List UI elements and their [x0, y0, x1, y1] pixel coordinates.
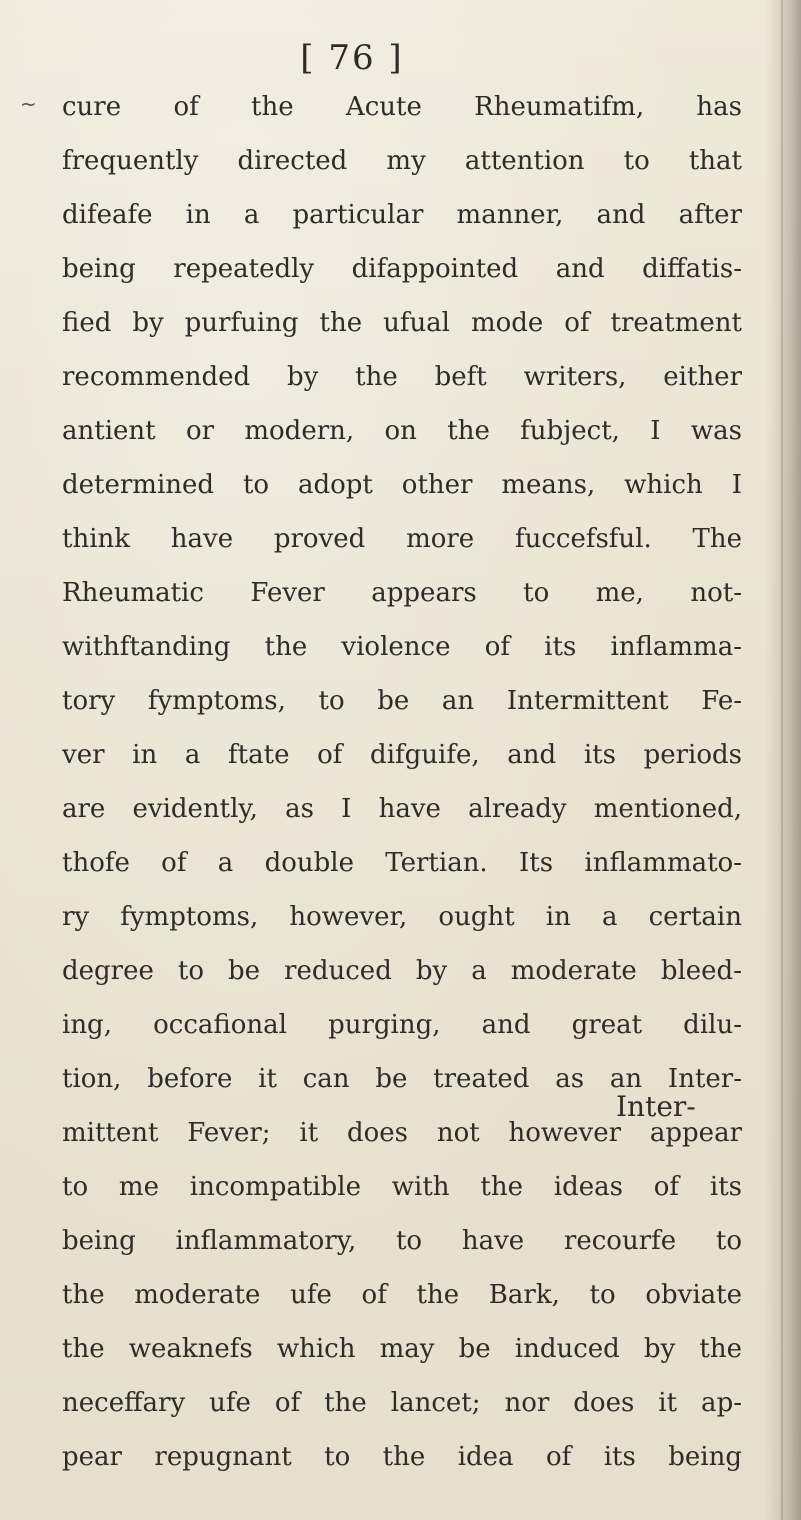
- page-edge: [781, 0, 783, 1520]
- text-line: the weaknefs which may be induced by the: [62, 1334, 742, 1364]
- text-line: are evidently, as I have already mentioned,: [62, 794, 742, 824]
- page-number: [ 76 ]: [300, 38, 404, 78]
- text-line: mittent Fever; it does not however appear: [62, 1118, 742, 1148]
- text-line: being inflammatory, to have recourfe to: [62, 1226, 742, 1256]
- text-line: ver in a ftate of difguife, and its periods: [62, 740, 742, 770]
- text-line: think have proved more fuccefsful. The: [62, 524, 742, 554]
- text-line: recommended by the beft writers, either: [62, 362, 742, 392]
- text-line: being repeatedly difappointed and diffatis-: [62, 254, 742, 284]
- text-line: tory fymptoms, to be an Intermittent Fe-: [62, 686, 742, 716]
- text-line: fied by purfuing the ufual mode of treatment: [62, 308, 742, 338]
- text-line: neceffary ufe of the lancet; nor does it ap-: [62, 1388, 742, 1418]
- text-line: frequently directed my attention to that: [62, 146, 742, 176]
- text-line: degree to be reduced by a moderate bleed-: [62, 956, 742, 986]
- text-line: ing, occafional purging, and great dilu-: [62, 1010, 742, 1040]
- text-line: cure of the Acute Rheumatifm, has: [62, 92, 742, 122]
- text-line: thofe of a double Tertian. Its inflammato-: [62, 848, 742, 878]
- body-text: [62, 80, 742, 1484]
- text-line: tion, before it can be treated as an Inter-: [62, 1064, 742, 1094]
- catchword: Inter-: [616, 1090, 696, 1123]
- page-gutter-shadow: [765, 0, 801, 1520]
- text-line: difeafe in a particular manner, and after: [62, 200, 742, 230]
- text-line: antient or modern, on the fubject, I was: [62, 416, 742, 446]
- text-line: to me incompatible with the ideas of its: [62, 1172, 742, 1202]
- text-line: pear repugnant to the idea of its being: [62, 1442, 742, 1472]
- text-line: determined to adopt other means, which I: [62, 470, 742, 500]
- text-line: the moderate ufe of the Bark, to obviate: [62, 1280, 742, 1310]
- text-line: withftanding the violence of its inflamma-: [62, 632, 742, 662]
- text-line: Rheumatic Fever appears to me, not-: [62, 578, 742, 608]
- margin-mark: ~: [20, 92, 37, 116]
- text-line: ry fymptoms, however, ought in a certain: [62, 902, 742, 932]
